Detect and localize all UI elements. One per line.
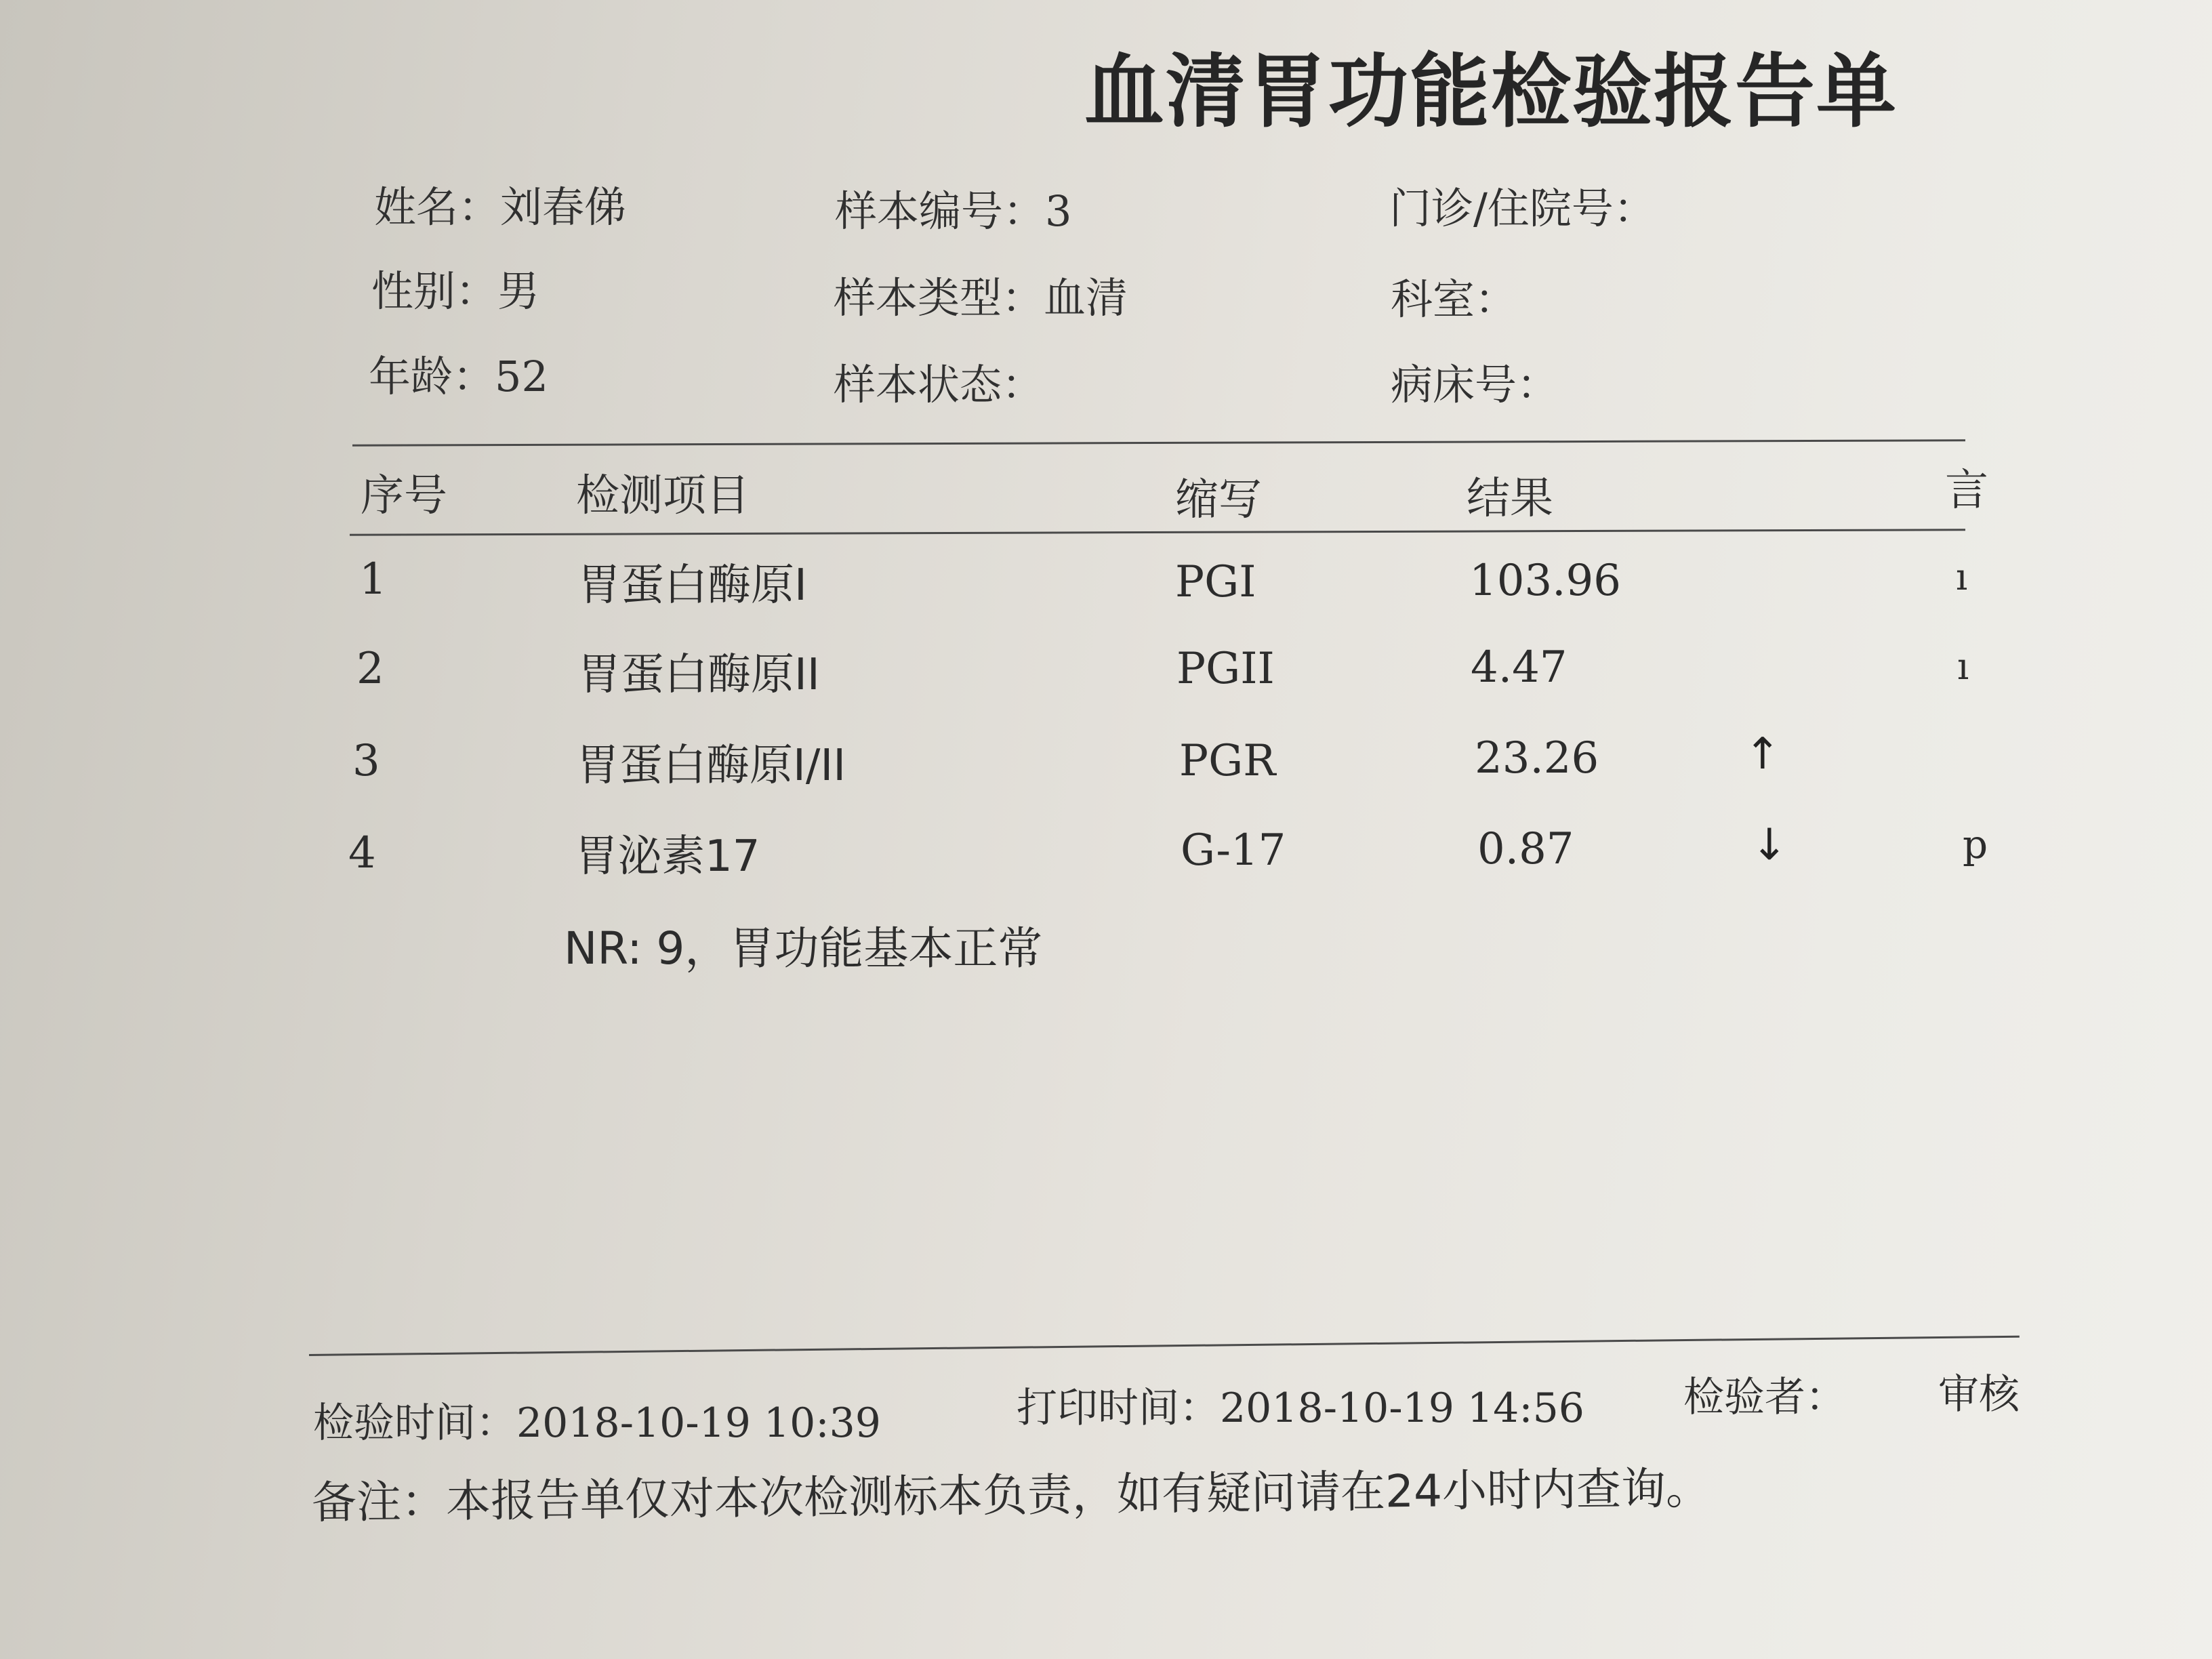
row3-index: 3 <box>352 736 380 786</box>
print-time-value: 2018-10-19 14:56 <box>1220 1385 1584 1432</box>
row2-abbr: PGII <box>1176 644 1275 694</box>
patient-gender <box>371 258 539 318</box>
header-result: 结果 <box>1467 474 1553 524</box>
print-time-label: 打印时间： <box>1017 1385 1220 1432</box>
sample-status <box>834 351 1044 411</box>
patient-name-value: 刘春俤 <box>500 182 627 232</box>
table-header-rule <box>350 529 1965 535</box>
header-partial-column: 言 <box>1945 466 1988 516</box>
test-time-label: 检验时间： <box>313 1399 516 1447</box>
test-time <box>313 1391 881 1449</box>
print-time <box>1017 1376 1584 1434</box>
row2-item: 胃蛋白酶原II <box>577 650 820 700</box>
row1-item: 胃蛋白酶原I <box>577 560 807 611</box>
patient-gender-label: 性别： <box>371 266 498 316</box>
header-abbr: 缩写 <box>1175 475 1262 525</box>
row3-high-flag-icon: ↑ <box>1744 729 1781 779</box>
sample-type-label: 样本类型： <box>834 273 1044 323</box>
bed-number: 病床号： <box>1391 360 1559 409</box>
patient-name-label: 姓名： <box>374 182 501 232</box>
conclusion: NR: 9，胃功能基本正常 <box>564 922 1043 975</box>
sample-status-label: 样本状态： <box>834 360 1044 409</box>
row2-tail: ı <box>1957 645 1969 688</box>
sample-type-value: 血清 <box>1044 273 1128 323</box>
row3-result: 23.26 <box>1475 733 1599 783</box>
row2-index: 2 <box>356 644 384 694</box>
row4-tail: p <box>1963 821 1988 867</box>
row1-tail: ı <box>1956 556 1968 598</box>
header-item: 检测项目 <box>576 471 750 521</box>
report-title: 血清胃功能检验报告单 <box>1084 45 1898 138</box>
reviewer-label: 审核 <box>1938 1371 2020 1418</box>
patient-age-value: 52 <box>495 352 548 401</box>
row4-result: 0.87 <box>1477 824 1574 874</box>
patient-age-label: 年龄： <box>369 352 495 401</box>
header-index: 序号 <box>361 471 447 521</box>
footer-rule <box>309 1336 2020 1356</box>
department: 科室： <box>1391 274 1517 324</box>
row3-item: 胃蛋白酶原I/II <box>576 741 846 791</box>
sample-number-label: 样本编号： <box>835 186 1046 236</box>
row4-low-flag-icon: ↓ <box>1751 820 1788 870</box>
patient-name <box>374 173 626 234</box>
tester-label: 检验者： <box>1683 1374 1846 1421</box>
sample-type <box>834 264 1128 325</box>
report-note: 备注：本报告单仅对本次检测标本负责，如有疑问请在24小时内查询。 <box>311 1462 1711 1529</box>
table-top-rule <box>352 439 1965 446</box>
row4-index: 4 <box>348 828 376 878</box>
sample-number-value: 3 <box>1045 186 1072 236</box>
patient-gender-value: 男 <box>497 266 540 316</box>
test-time-value: 2018-10-19 10:39 <box>516 1399 881 1447</box>
patient-age <box>369 343 548 403</box>
outpatient-number: 门诊/住院号： <box>1389 184 1656 233</box>
row2-result: 4.47 <box>1471 642 1568 693</box>
row1-result: 103.96 <box>1469 556 1621 606</box>
row1-index: 1 <box>359 554 387 605</box>
row3-abbr: PGR <box>1179 736 1276 786</box>
row4-abbr: G-17 <box>1181 825 1286 876</box>
row1-abbr: PGI <box>1175 557 1256 607</box>
sample-number <box>835 178 1071 238</box>
row4-item: 胃泌素17 <box>575 832 760 882</box>
